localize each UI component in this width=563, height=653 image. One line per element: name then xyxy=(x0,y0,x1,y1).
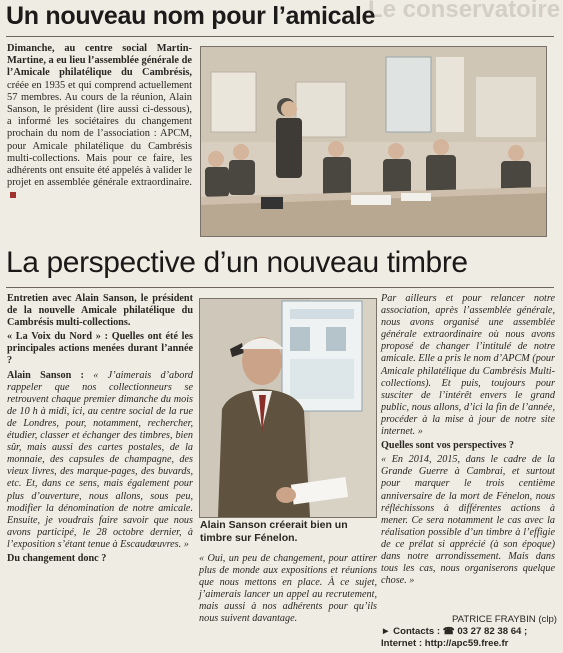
interview-col1 xyxy=(7,293,193,567)
speaker-label: Alain Sanson : xyxy=(7,369,84,381)
assembly-photo-illustration xyxy=(201,47,546,236)
interview-col3 xyxy=(381,293,555,589)
bleed-headline: Le conservatoire xyxy=(368,0,561,23)
contacts: ► Contacts : ☎ 03 27 82 38 64 ; Internet : http://apc59.free.fr xyxy=(381,626,528,649)
assembly-photo xyxy=(200,46,547,237)
article1-text: créée en 1935 et qui comprend actuellement 57 membres. Au cours de la réunion, Alain Sanson, le président (lire aussi ci-dessous), a informé les sociétaires du changement prochain du nom de l’association : APCM, pour Amicale philatélique du Cambrésis multi-collections. Mais pour ce faire, les adhérents ont ensuite été appelés à valider le projet en assemblée générale extraordinaire. xyxy=(7,79,192,189)
photo-caption: Alain Sanson créerait bien un timbre sur Fénelon. xyxy=(200,519,348,544)
divider xyxy=(6,36,554,37)
answer-2: « Oui, un peu de changement, pour attirer plus de monde aux expositions et réunions que nous mettons en place. À ce sujet, j’aimerais lancer un appel au recrutement, mais aussi à nos adhérents pour qu’ils nous suivent davantage. xyxy=(199,553,377,625)
question-2: Du changement donc ? xyxy=(7,552,107,564)
question-3: Quelles sont vos perspectives ? xyxy=(381,440,514,452)
answer-2-cont: Par ailleurs et pour relancer notre association, après l’assemblée générale, nous avons organisé une assemblée générale extraordinaire où nous avons proposé de changer l’intitulé de notre amicale. Elle a pris le nom d’APCM (pour Amicale philatélique du Cambrésis Multi-collections). Et puis, toujours pour susciter de l’intérêt envers le grand public, nous allons, d’ici la fin de l’année, procéder à la mise à jour de notre site internet. » xyxy=(381,293,555,438)
end-mark xyxy=(10,192,16,198)
headline-amicale: Un nouveau nom pour l’amicale xyxy=(6,2,376,30)
answer-3: « En 2014, 2015, dans le cadre de la Grande Guerre à Cambrai, et surtout pour marquer le trois centième anniversaire de la mort de Fénelon, nous réfléchissons à différentes actions à mener. Ce sera notamment le cas avec la réalisation possible d’un timbre à l’effigie de ce prélat si apprécié (à son époque) dans notre arrondissement. Mais dans tous les cas, nous organiserons quelque chose. » xyxy=(381,454,555,587)
intro: Entretien avec Alain Sanson, le président de la nouvelle Amicale philatélique du Cambrésis multi-collections. xyxy=(7,293,193,329)
sanson-photo xyxy=(199,298,377,518)
article1-body xyxy=(7,43,192,202)
headline-timbre: La perspective d’un nouveau timbre xyxy=(6,246,468,279)
divider-2 xyxy=(6,287,554,288)
byline: PATRICE FRAYBIN (clp) xyxy=(451,614,557,625)
question-1: « La Voix du Nord » : Quelles ont été les principales actions menées durant l’année ? xyxy=(7,331,193,367)
sanson-photo-illustration xyxy=(200,299,376,517)
answer-1: « J’aimerais d’abord rappeler que nos collectionneurs se retrouvent chaque premier dimanche du mois de 10 h à midi, ici, au centre social de la rue de Londres, pour, notamment, rechercher, étudier, classer et échanger des timbres, bien sûr, mais aussi des cartes postales, de la monnaie, des capsules de champagne, des vieux livres, des marque-pages, des buvards, etc. Et, dans ce sens, mais également pour plus d’ouverture, nous allons, sous peu, modifier la dénomination de notre amicale. Ensuite, je voudrais faire savoir que nous avons participé, le 28 octobre dernier, à l’exposition s’étant tenue à Escaudœuvres. » xyxy=(7,369,193,550)
article1-lead: Dimanche, au centre social Martin-Martine, a eu lieu l’assemblée générale de l’Amicale philatélique du Cambrésis, xyxy=(7,43,192,79)
